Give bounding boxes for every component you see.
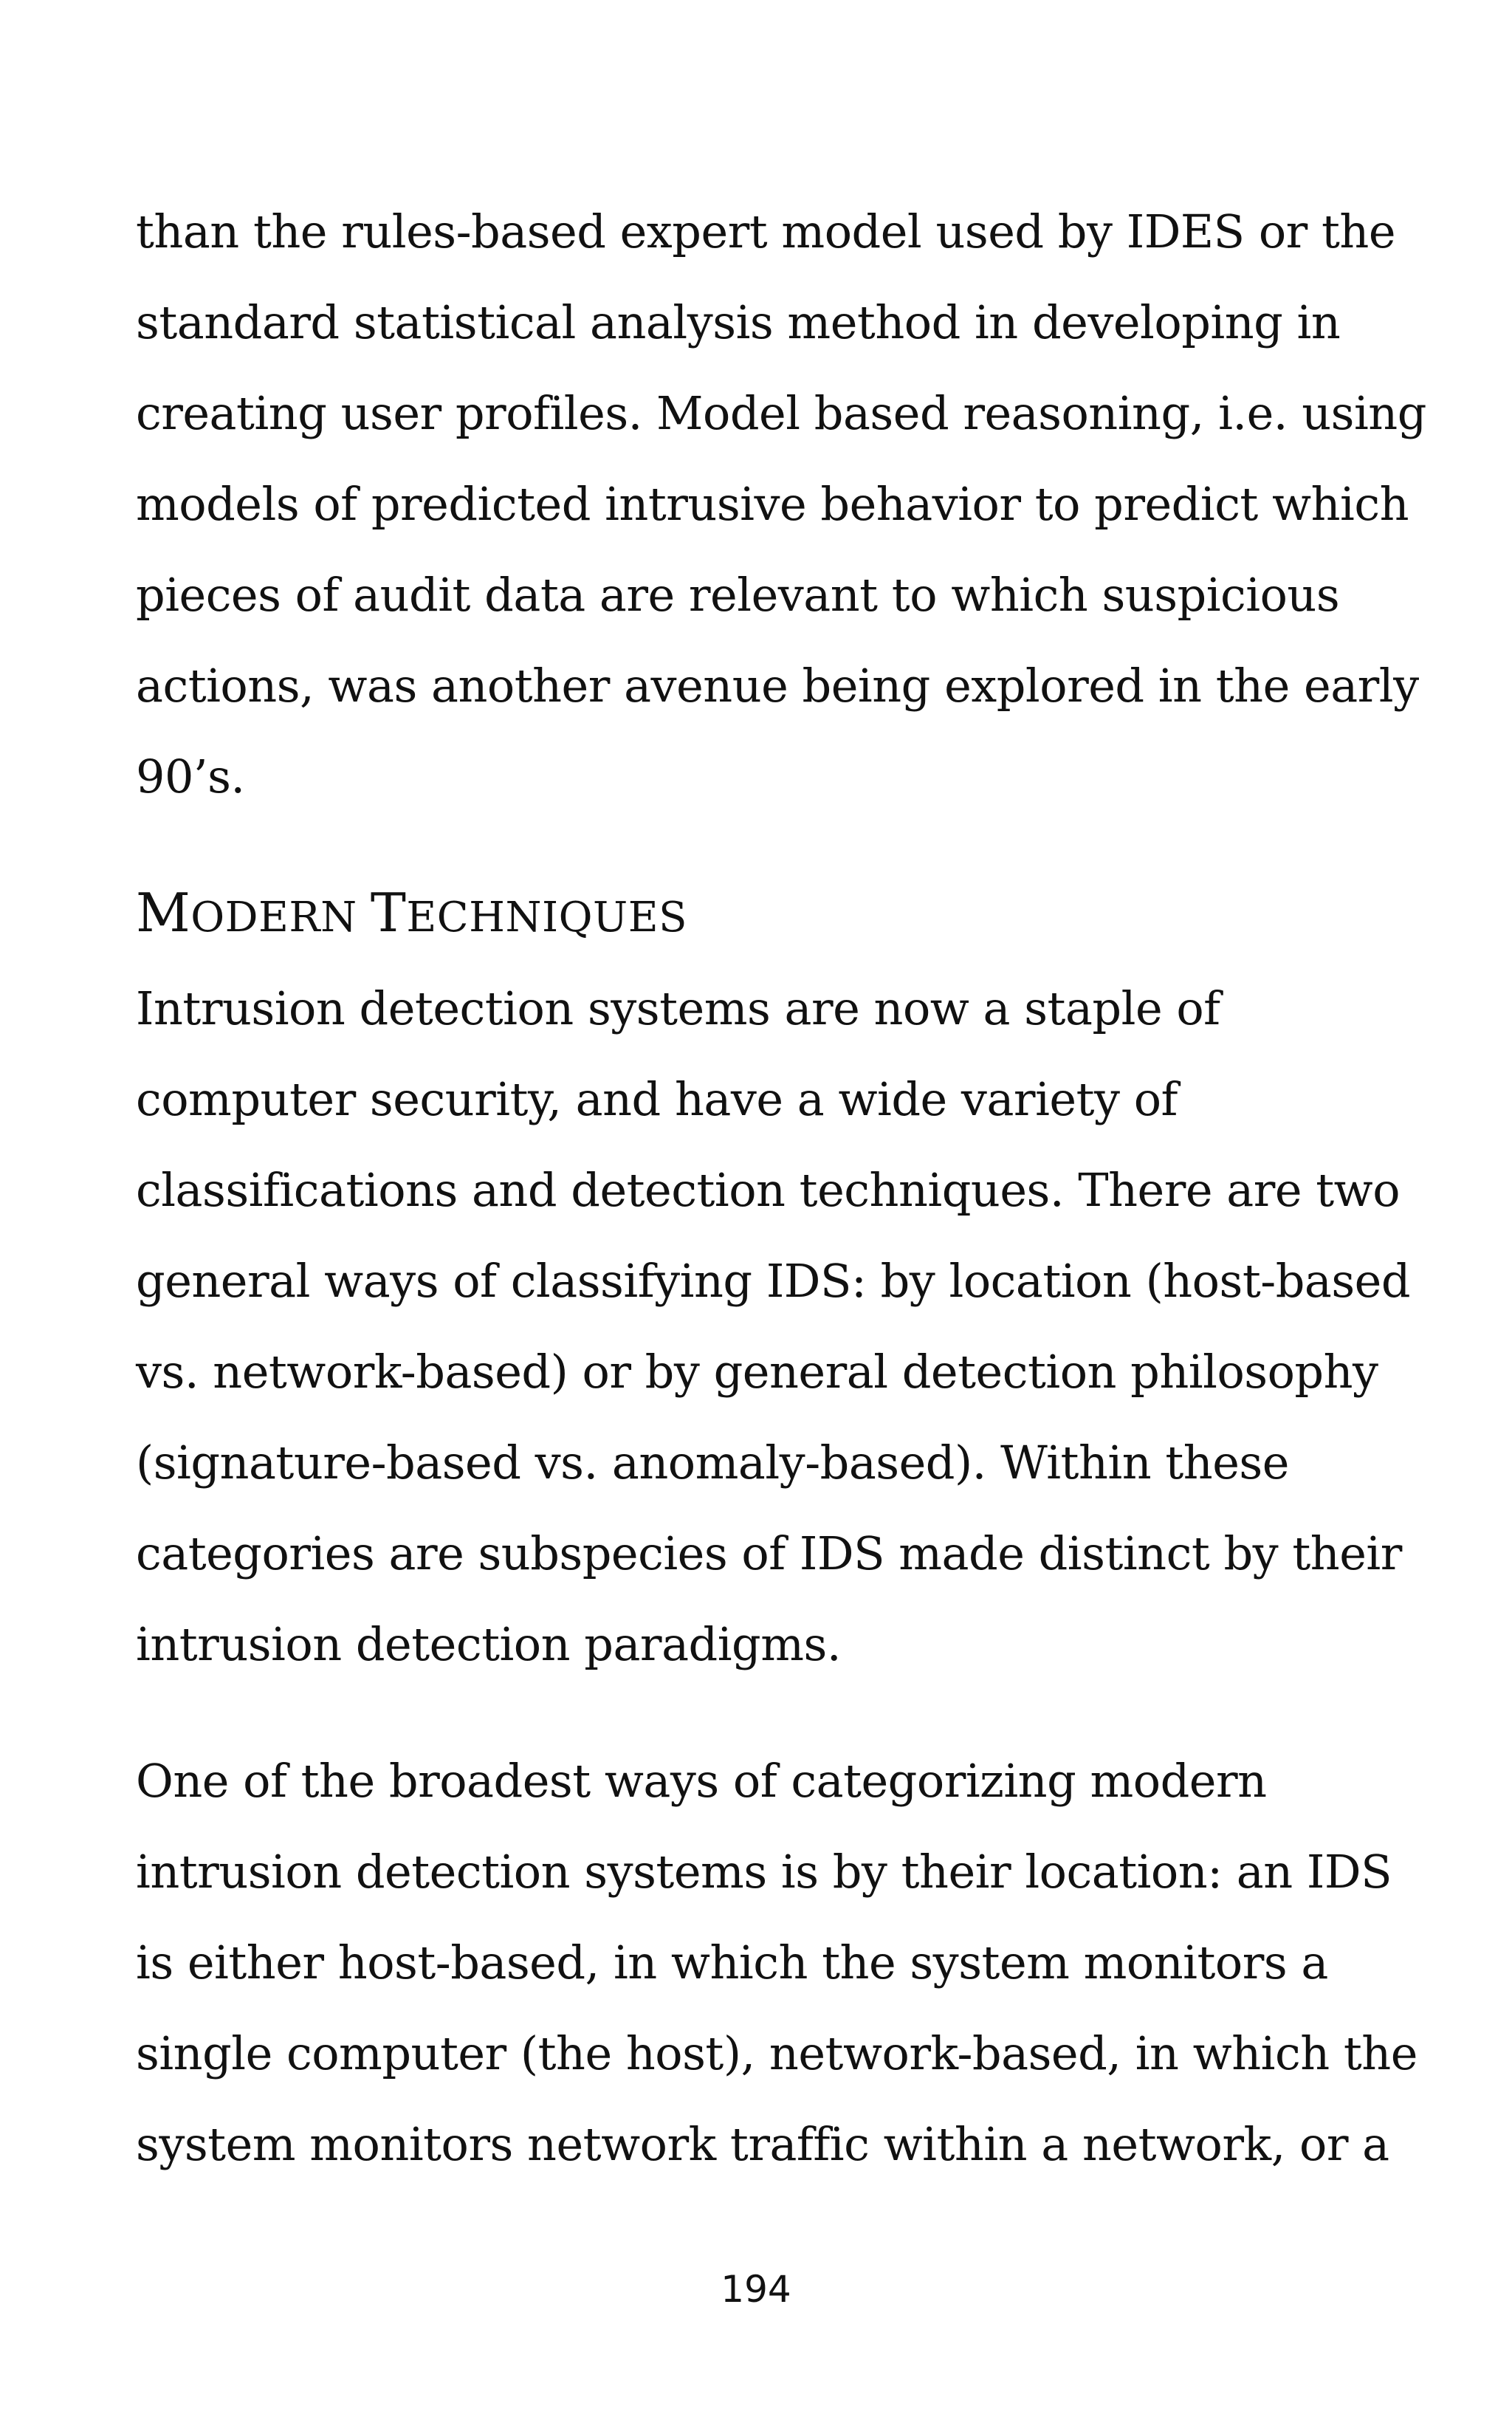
page-number: 194 (721, 2268, 791, 2311)
text-line: is either host-based, in which the system monitors a (136, 1936, 1328, 1989)
text-line: classifications and detection techniques. There are two (136, 1163, 1401, 1217)
text-line: than the rules-based expert model used by IDES or the (136, 205, 1396, 258)
text-line: general ways of classifying IDS: by location (host-based (136, 1254, 1411, 1308)
text-line: pieces of audit data are relevant to which suspicious (136, 568, 1340, 622)
text-line: intrusion detection paradigms. (136, 1617, 842, 1671)
paragraph-2 (136, 963, 1411, 1690)
text-line: system monitors network traffic within a network, or a (136, 2117, 1389, 2171)
paragraph-3 (136, 1735, 1418, 2190)
text-line: categories are subspecies of IDS made distinct by their (136, 1526, 1402, 1580)
text-line: vs. network-based) or by general detection philosophy (136, 1345, 1378, 1399)
paragraph-1 (136, 186, 1426, 822)
text-line: actions, was another avenue being explored in the early (136, 659, 1419, 713)
text-line: Intrusion detection systems are now a staple of (136, 981, 1220, 1035)
heading-initial: M (136, 882, 191, 944)
text-line: One of the broadest ways of categorizing modern (136, 1754, 1267, 1808)
text-line: creating user profiles. Model based reasoning, i.e. using (136, 386, 1426, 440)
page-content (136, 186, 1426, 2190)
text-line: standard statistical analysis method in developing in (136, 295, 1341, 349)
paragraph-spacer (136, 822, 1384, 868)
text-line: models of predicted intrusive behavior to predict which (136, 477, 1409, 531)
text-line: computer security, and have a wide variety of (136, 1072, 1178, 1126)
heading-initial: T (370, 882, 407, 944)
text-line: intrusion detection systems is by their location: an IDS (136, 1845, 1392, 1899)
heading-smallcaps: ECHNIQUES (406, 894, 687, 942)
text-line: 90’s. (136, 750, 245, 803)
section-heading (136, 868, 1384, 963)
heading-smallcaps: ODERN (190, 894, 371, 942)
text-line: (signature-based vs. anomaly-based). Within these (136, 1436, 1289, 1490)
paragraph-spacer (136, 1690, 1384, 1735)
text-line: single computer (the host), network-based, in which the (136, 2026, 1418, 2080)
